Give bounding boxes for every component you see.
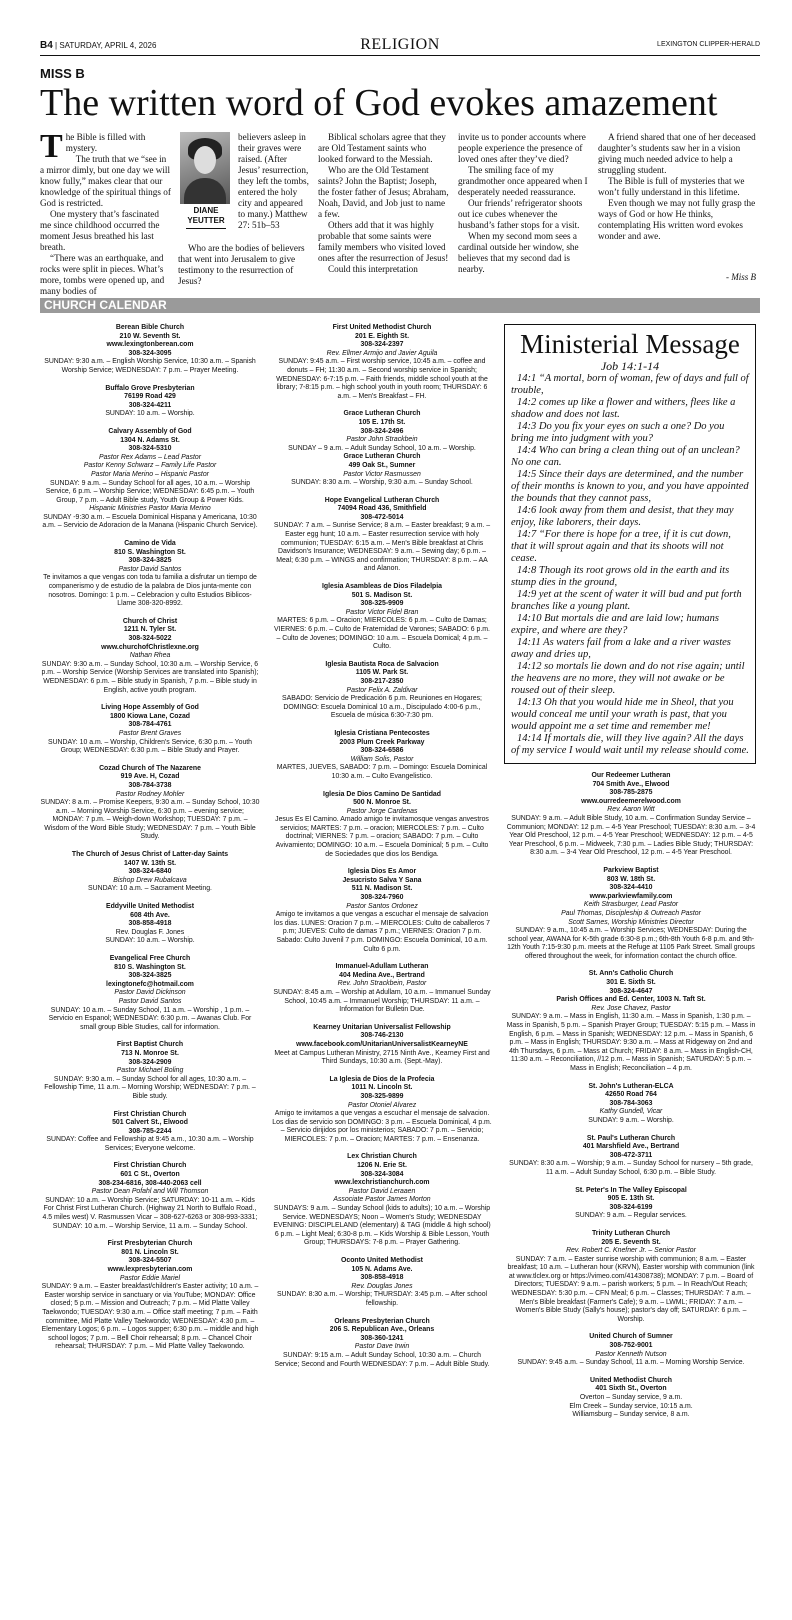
listing-heading-line: Buffalo Grove Presbyterian (105, 384, 195, 392)
listing-clergy-line: Nathan Rhea (129, 652, 171, 660)
verse: 14:14 If mortals die, will they live again? All the days of my service I would wait until my release should come. (511, 733, 749, 756)
listing-detail-line: SUNDAY: 9 a.m. – Sunday School for all ages, 10 a.m. – Worship Service, 6 p.m. – Worship Service; WEDNESDAY: 6:45 p.m. – Youth Group, 7 p.m. – Adult Bible study, Youth Group & Power Kids. (45, 479, 255, 504)
listing-heading-line: Iglesia Asambleas de Dios Filadelpia (322, 583, 442, 591)
signoff: - Miss B (726, 272, 756, 282)
church-listing (272, 791, 492, 860)
listing-heading-line: 308-785-2875 (609, 789, 653, 797)
article-paragraph: Even though we may not fully grasp the ways of God or how He thinks, contemplating His written word evokes wonder and awe. (598, 198, 756, 241)
listing-heading-line: 301 E. Sixth St. (606, 979, 656, 987)
listing-heading-line: 499 Oak St., Sumner (348, 461, 416, 469)
listing-heading-line: 308-324-2496 (360, 427, 404, 435)
listing-clergy-line: Pastor Rodney Mohler (115, 790, 185, 798)
listing-clergy-line: Rev. Douglas Jones (351, 1282, 413, 1290)
church-listing (272, 868, 492, 954)
listing-clergy-line: Pastor David Dickinson (114, 989, 186, 997)
page-date: | SATURDAY, APRIL 4, 2026 (55, 41, 157, 50)
verse: 14:8 Though its root grows old in the earth and its stump dies in the ground, (511, 565, 730, 588)
church-listing (272, 963, 492, 1015)
article-paragraph: The truth that we “see in a mirror dimly, but one day we will know fully,” makes clear that our knowledge of the spiritual things of God is restricted. (40, 154, 171, 208)
listing-heading-line: Kearney Unitarian Universalist Fellowship (313, 1023, 451, 1031)
listing-detail-line: SUNDAY: 10 a.m. – Worship Service; SATURDAY: 10-11 a.m. – Kids For Christ First Lutheran Church. (Highway 21 North to Buffalo Road., 4.5 miles west) V. Rasmussen Vicar – 308-627-6263 or 308-993-3331; SUNDAY: 10 a.m. – Worship Service, 11 a.m. – Sunday School. (42, 1196, 258, 1230)
listing-detail-line: SUNDAY: Coffee and Fellowship at 9:45 a.m., 10:30 a.m. – Worship Services; Everyone welcome. (46, 1136, 254, 1152)
church-listing (272, 1076, 492, 1145)
listing-heading-line: 1800 Kiowa Lane, Cozad (109, 712, 191, 720)
listing-heading-line: 1211 N. Tyler St. (123, 626, 177, 634)
section-title: RELIGION (360, 36, 440, 53)
listing-heading-line: 308-324-5022 (128, 635, 172, 642)
author-last-name: YEUTTER (187, 216, 225, 225)
church-listing (272, 583, 492, 652)
listing-heading-line: 308-325-9909 (360, 600, 404, 608)
article-column-5 (598, 132, 756, 242)
listing-heading-line: Berean Bible Church (115, 324, 185, 331)
article-column-2-top (238, 132, 310, 231)
church-listing (40, 324, 260, 376)
drop-cap: T (40, 128, 63, 165)
listing-clergy-line: Pastor Felix A. Zaldivar (346, 686, 418, 694)
listing-heading-line: 308-324-6586 (360, 747, 404, 755)
listing-clergy-line: Pastor Kenny Schwarz – Family Life Pastor (83, 462, 217, 470)
article-paragraph: “There was an earthquake, and rocks were split in pieces. What’s more, tombs were opened up, and many bodies of (40, 253, 165, 296)
listing-heading-line: Eddyville United Methodist (105, 903, 195, 911)
listing-heading-line: www.parkviewfamily.com (589, 892, 673, 900)
listing-clergy-line: William Solis, Pastor (350, 755, 414, 763)
church-calendar-header: CHURCH CALENDAR (40, 298, 760, 313)
verse: 14:10 But mortals die and are laid low; humans expire, and where are they? (511, 613, 720, 636)
listing-heading-line: 308-324-4211 (128, 401, 172, 409)
verse: 14:1 “A mortal, born of woman, few of days and full of trouble, (511, 373, 749, 396)
article-paragraph: believers asleep in their graves were raised. (After Jesus’ resurrection, they left the tombs, entered the holy city and appeared to many.) Matthew 27: 51b–53 (238, 132, 309, 230)
article-column-2-bottom (178, 243, 310, 287)
listing-heading-line: 206 S. Republican Ave., Orleans (329, 1326, 435, 1334)
listing-heading-line: Grace Lutheran Church (343, 410, 421, 418)
listing-heading-line: www.ourredeemerelwood.com (581, 797, 681, 805)
listing-heading-line: Iglesia Dios Es Amor (347, 868, 417, 876)
listing-heading-line: 308-472-5014 (360, 513, 404, 521)
church-listing (506, 1333, 756, 1367)
listing-heading-line: Parish Offices and Ed. Center, 1003 N. Taft St. (556, 996, 706, 1004)
listing-heading-line: 308-324-4647 (609, 987, 653, 995)
listing-heading-line: 308-746-2130 (360, 1032, 404, 1040)
listing-clergy-line: Pastor John Strackbein (346, 436, 418, 444)
listing-heading-line: 308-785-2244 (128, 1127, 172, 1135)
church-listing (506, 867, 756, 962)
listing-clergy-line: Pastor David Santos (118, 565, 182, 573)
listing-heading-line: 801 N. Lincoln St. (121, 1248, 179, 1256)
listing-detail-line: SUNDAY: 10 a.m. – Worship. (105, 410, 195, 418)
listing-detail-line: SUNDAY: 10 a.m. – Sunday School, 11 a.m. – Worship , 1 p.m. – Servicio en Espanol; WEDNESDAY: 6:30 p.m. – Awanas Club. For small group Bible Studies, call for information. (48, 1006, 252, 1031)
listing-clergy-line: Pastor Jorge Cardenas (346, 807, 418, 815)
listing-detail-line: MARTES, JUEVES, SABADO: 7 p.m. – Domingo: Escuela Dominical 10:30 a.m. – Culto Evangelistico. (276, 764, 488, 780)
verse: 14:11 As waters fail from a lake and a river wastes away and dries up, (511, 637, 731, 660)
listing-clergy-line: Pastor Victor Rasmussen (343, 470, 421, 478)
listing-heading-line: Evangelical Free Church (109, 955, 191, 962)
verse: 14:5 Since their days are determined, and the number of their months is known to you, and you have appointed the bounds that they cannot pass, (511, 469, 749, 504)
listing-heading-line: First Christian Church (113, 1110, 187, 1118)
listing-heading-line: Jesucristo Salva Y Sana (342, 876, 422, 884)
listing-clergy-line: Pastor Eddie Mariel (119, 1274, 181, 1282)
listing-detail-line: MARTES: 6 p.m. – Oracion; MIERCOLES: 6 p.m. – Culto de Damas; VIERNES: 6 p.m. – Culto de Fraternidad de Varones; SABADO: 6 p.m. – Culto de Jovenes; DOMINGO: 10 a.m. – Escuela Domical; 4 p.m. – Culto. (274, 617, 490, 651)
listing-heading-line: Iglesia Bautista Roca de Salvacion (325, 660, 439, 668)
listing-heading-line: First Baptist Church (116, 1041, 184, 1049)
listing-heading-line: Grace Lutheran Church (343, 453, 421, 461)
listing-heading-line: 308-324-5507 (128, 1257, 172, 1265)
church-listing (40, 955, 260, 1032)
listing-heading-line: www.lexingtonberean.com (106, 341, 194, 349)
listing-heading-line: 308-324-3095 (128, 349, 172, 357)
church-listing (40, 851, 260, 894)
listing-heading-line: 803 W. 18th St. (606, 875, 656, 883)
listing-heading-line: 201 E. Eighth St. (355, 332, 409, 340)
church-listing (40, 540, 260, 609)
listing-detail-line: SUNDAY: 9:30 a.m. – English Worship Service, 10:30 a.m. – Spanish Worship Service; WEDNESDAY: 7 p.m. – Prayer Meeting. (44, 358, 256, 374)
church-listing (40, 765, 260, 842)
listing-heading-line: Iglesia De Dios Camino De Santidad (323, 790, 441, 798)
listing-clergy-line: Rev. John Strackbein, Pastor (337, 980, 427, 988)
listing-detail-line: Jesus Es El Camino. Amado amigo te invitamosque vengas anvestros servicios; MARTES: 7 p.m. – oracion; MIERCOLES: 7 p.m. – Culto doctrinal; VIERNES: 7 p.m. – oracion; SABADO: 7 p.m. – Culto Avivamiento; DOMINGO: 10 a.m. – Escuela Dominical; 5 p.m. – Culto de Sociedades que dios los Bendiga. (275, 816, 489, 858)
listing-heading-line: 308-784-3063 (609, 1099, 653, 1107)
calendar-column-1 (40, 324, 260, 1361)
listing-heading-line: 205 E. Seventh St. (601, 1238, 661, 1246)
listing-clergy-line: Pastor Otoniel Alvarez (347, 1101, 417, 1109)
page-number: B4 (40, 40, 53, 51)
listing-heading-line: Immanuel-Adullam Lutheran (335, 963, 429, 971)
listing-detail-line: Overton – Sunday service, 9 a.m. (579, 1394, 683, 1401)
verse: 14:4 Who can bring a clean thing out of an unclean? No one can. (511, 445, 740, 468)
calendar-column-2 (272, 324, 492, 1378)
article-paragraph: A friend shared that one of her deceased daughter’s students saw her in a vision giving much needed advice to help a struggling student. (598, 132, 756, 175)
listing-detail-line: Amigo te invitamos a que vengas a escuchar el mensaje de salvacion los dias. LUNES: Oracion 7 p.m. – MIERCOLES: Culto de caballeros 7 p.m; JUEVES: Culto de damas 7 p.m.; VIERNES: Oracion 7 p.m. Sabado: Culto Juvenil 7 p.m. DOMINGO: Escuela Dominical, 10 a.m. Culto 6 p.m. (274, 911, 490, 953)
listing-detail-line: Amigo te invitamos a que vengas a escuchar el mensaje de salvacion. Los dias de servicio son DOMINGO: 3 p.m. – Escuela Dominical, 4 p.m. – Servicio dirijidos por los ministerios; SABADO: 7 p.m. – Servicio; MIERCOLES: 7 p.m. – Oracion; MARTES: 7 p.m. – Ensenanza. (272, 1110, 492, 1143)
listing-heading-line: St. Peter's In The Valley Episcopal (575, 1186, 687, 1194)
listing-detail-line: SUNDAY: 9 a.m. – Regular services. (575, 1212, 687, 1220)
listing-heading-line: 308-784-3738 (128, 781, 172, 789)
verse: 14:2 comes up like a flower and withers, flees like a shadow and does not last. (511, 397, 736, 420)
listing-heading-line: 308-858-4918 (128, 920, 172, 928)
listing-heading-line: Iglesia Cristiana Pentecostes (334, 729, 430, 737)
listing-heading-line: 308-325-9899 (360, 1092, 404, 1100)
listing-detail-line: SUNDAY: 8:30 a.m. – Worship; THURSDAY: 3:45 p.m. – After school fellowship. (276, 1291, 488, 1307)
verse: 14:6 look away from them and desist, that they may enjoy, like laborers, their days. (511, 505, 734, 528)
listing-heading-line: 601 C St., Overton (120, 1171, 180, 1179)
listing-clergy-line: Kathy Gundell, Vicar (599, 1108, 663, 1116)
ministerial-title: Ministerial Message (520, 329, 740, 359)
church-listing (506, 1377, 756, 1420)
listing-clergy-line: Pastor Dave Irwin (354, 1343, 410, 1351)
listing-detail-line: SUNDAY: 9 a.m. – Worship. (588, 1116, 674, 1124)
listing-clergy-line: Rev. Robert C. Knefner Jr. – Senior Pastor (566, 1247, 696, 1255)
listing-heading-line: Lex Christian Church (347, 1153, 417, 1161)
listing-heading-line: 401 Sixth St., Overton (595, 1385, 667, 1393)
article-column-4 (458, 132, 590, 275)
listing-clergy-line: Rev. Aaron Witt (607, 806, 655, 814)
church-listing (272, 1024, 492, 1067)
listing-heading-line: 404 Medina Ave., Bertrand (339, 971, 425, 979)
listing-heading-line: 308-217-2350 (360, 677, 404, 685)
listing-clergy-line: Pastor Dean Pofahl and Will Thomson (91, 1188, 209, 1196)
listing-heading-line: 1206 N. Erie St. (357, 1162, 407, 1170)
listing-heading-line: Parkview Baptist (603, 866, 659, 874)
listing-detail-line: SUNDAY: 10 a.m. – Worship, Children's Service, 6:30 p.m. – Youth Group; WEDNESDAY: 6:30 p.m. – Bible Study and Prayer. (47, 738, 253, 755)
calendar-column-3 (506, 772, 756, 1429)
listing-heading-line: 42650 Road 764 (605, 1091, 657, 1099)
listing-detail-line: SUNDAY: 9 a.m. – Easter breakfast/children's Easter activity; 10 a.m. – Easter worship service in sanctuary or via YouTube; MONDAY: Office closed; 5 p.m. – Mission and Outreach; 7 p.m. – Mid Platte Valley Taekwondo; TUESDAY: 9:30 a.m. – Office staff meeting; 7 p.m. – Faith committee, Mid Platte Valley Taekwondo; WEDNESDAY: 4:30 p.m. – Elementary Logos; 6 p.m. – Logos supper; 6:30 p.m. – middle and high school logos; 7 p.m. – Bell Choir rehearsal; 8 p.m. – Chancel Choir rehearsal; THURSDAY: 7 p.m. – Mid Platte Valley Taekwondo. (41, 1283, 259, 1351)
listing-heading-line: The Church of Jesus Christ of Latter-day Saints (71, 851, 229, 859)
listing-detail-line: SUNDAY: 9 a.m. – Mass in English, 11:30 a.m. – Mass in Spanish, 1:30 p.m. – Mass in Spanish, 5 p.m. – Spanish Prayer Group; TUESDAY: 5:15 p.m. – Mass in English, 6 p.m. – Mass in Spanish; WEDNESDAY: 12 p.m. – Mass in Spanish, 6 p.m. – Mass in English; THURSDAY: 9:30 a.m. – Mass at Ridgeway on 2nd and 4th Thursdays, 6 p.m. – Mass at Church; FRIDAY: 8 a.m. – Mass in English-CH, 11:30 a.m. – Reconciliation, //12 p.m. – Mass in Spanish; SATURDAY: 5 p.m. – Mass in English; Reconciliation – 4 p.m. (506, 1013, 756, 1072)
listing-heading-line: 308-324-2397 (360, 341, 404, 349)
listing-heading-line: Cozad Church of The Nazarene (99, 764, 201, 772)
listing-clergy-line: Rev. Ellmer Armijo and Javier Aguila (326, 349, 438, 357)
listing-clergy-line: Pastor Santos Ordonez (346, 902, 418, 910)
church-listing (40, 385, 260, 419)
listing-heading-line: 308-324-5310 (128, 445, 172, 453)
article-paragraph: The Bible is full of mysteries that we won’t fully understand in this lifetime. (598, 176, 745, 197)
article-paragraph: Who are the bodies of believers that went into Jerusalem to give testimony to the resurrection of Jesus? (178, 243, 305, 286)
church-listing (40, 1162, 260, 1231)
church-listing (272, 730, 492, 782)
listing-clergy-line: Scott Sarnes, Worship Ministries Director (568, 918, 694, 926)
listing-detail-line: SUNDAY: 10 a.m. – Worship. (105, 937, 195, 945)
listing-heading-line: Oconto United Methodist (341, 1257, 423, 1264)
listing-detail-line: SUNDAY: 9:15 a.m. – Adult Sunday School, 10:30 a.m. – Church Service; Second and Fourth WEDNESDAY: 7 p.m. – Adult Bible Study. (274, 1351, 490, 1368)
author-first-name: DIANE (193, 206, 219, 215)
church-listing (506, 1187, 756, 1221)
church-listing (272, 1318, 492, 1370)
listing-detail-line: SUNDAY – 9 a.m. – Adult Sunday School, 10 a.m. – Worship. (288, 444, 476, 452)
listing-clergy-line: Pastor David Leraaen (348, 1187, 416, 1195)
church-listing (272, 410, 492, 487)
listing-heading-line: 501 Calvert St., Elwood (112, 1119, 188, 1127)
headline: The written word of God evokes amazement (40, 82, 718, 124)
scripture-reference: Job 14:1-14 (600, 359, 660, 373)
listing-detail-line: SUNDAY: 9:30 a.m. – Sunday School, 10:30 a.m. – Worship Service, 6 p.m. – Worship Service (Worship Services are translated into Spanish); WEDNESDAY: 6 p.m. – Bible study in Spanish, 7 p.m. – Bible study in English, active youth program. (41, 660, 259, 694)
church-listing (40, 1041, 260, 1101)
listing-detail-line: Te invitamos a que vengas con toda tu familia a disfrutar un tiempo de companerismo y de estudio de la palabra de Dios junta-mente con nosotros. Domingo: 1 p.m. – Celebracion y culto Estudios Biblicos-Llame 308-320-8992. (43, 574, 257, 608)
listing-clergy-line: Keith Strasburger, Lead Pastor (583, 901, 679, 909)
ministerial-message (504, 324, 756, 764)
listing-heading-line: 308-324-7960 (360, 894, 404, 902)
listing-heading-line: 1011 N. Lincoln St. (351, 1084, 413, 1092)
article-paragraph: Our friends’ refrigerator shoots out ice cubes whenever the husband’s father stops for a visit. (458, 198, 583, 230)
church-listing (272, 661, 492, 721)
article-paragraph: invite us to ponder accounts where people experience the presence of loved ones after they’ve died? (458, 132, 586, 164)
verse: 14:9 yet at the scent of water it will bud and put forth branches like a young plant. (511, 589, 742, 612)
church-listing (506, 1083, 756, 1126)
listing-detail-line: SUNDAY: 7 a.m. – Sunrise Service; 8 a.m. – Easter breakfast; 9 a.m. – Easter egg hunt; 10 a.m. – Easter resurrection service with holy communion; TUESDAY: 6:15 a.m. – Men's Bible breakfast at Chris Davidson's Insurance; WEDNESDAY: 9 a.m. – Sewing day; 6 p.m. – Meal; 6:30 p.m. – WINGS and confirmation; THURSDAY: 8 p.m. – AA and Alanon. (273, 522, 491, 573)
church-listing (506, 772, 756, 858)
listing-clergy-line: Bishop Drew Rubalcava (113, 876, 187, 884)
church-listing (40, 618, 260, 695)
listing-detail-line: Meet at Campus Lutheran Ministry, 2715 Ninth Ave., Kearney First and Third Sundays, 10:30 a.m. (Sept.-May). (274, 1049, 490, 1066)
listing-detail-line: SUNDAY: 9 a.m. – Adult Bible Study, 10 a.m. – Confirmation Sunday Service – Communion; MONDAY: 12 p.m. – 4-5 Year Preschool; TUESDAY: 8:30 a.m. – 3-4 Year Old Preschool, 12 p.m. – 4-5 Year Preschool; WEDNESDAY: 12 p.m. – 4-5 Year Preschool, 6 p.m. – Midweek, 7:30 p.m. – Ladies Bible Study; THURSDAY: 8:30 a.m. – 3-4 Year Old Preschool, 12 p.m. – 4-5 Year Preschool. (506, 814, 756, 857)
listing-heading-line: First United Methodist Church (332, 324, 432, 331)
listing-heading-line: www.lexpresbyterian.com (107, 1266, 193, 1273)
listing-heading-line: 308-324-4410 (609, 884, 653, 892)
verse: 14:3 Do you fix your eyes on such a one? Do you bring me into judgment with you? (511, 421, 725, 444)
listing-heading-line: St. Ann's Catholic Church (588, 970, 674, 978)
author-name (180, 206, 232, 226)
church-listing (272, 1153, 492, 1248)
church-listing (40, 1111, 260, 1154)
listing-heading-line: 308-324-2909 (128, 1058, 172, 1066)
listing-detail-line: Elm Creek – Sunday service, 10:15 a.m. (569, 1402, 693, 1410)
listing-heading-line: 501 S. Madison St. (351, 591, 413, 599)
article-paragraph: One mystery that’s fascinated me since childhood occurred the moment Jesus breathed his last breath. (40, 209, 160, 252)
church-listing (40, 1240, 260, 1352)
article-paragraph: Could this interpretation (328, 264, 418, 274)
listing-detail-line: SUNDAY: 8:30 a.m. – Worship; 9 a.m. – Sunday School for nursery – 5th grade, 11 a.m. – Adult Sunday School, 6:30 p.m. – Bible Study. (509, 1160, 753, 1176)
listing-heading-line: St. Paul's Lutheran Church (586, 1134, 676, 1142)
listing-heading-line: 608 4th Ave. (130, 911, 170, 919)
listing-clergy-line: Pastor Kenneth Nutson (595, 1350, 667, 1358)
listing-heading-line: 401 Marshfield Ave., Bertrand (582, 1143, 680, 1151)
listing-heading-line: 308-752-9001 (609, 1342, 653, 1350)
article-paragraph: Others add that it was highly probable that some saints were family members who visited loved ones after the resurrection of Jesus! (318, 220, 449, 263)
listing-heading-line: www.churchofChristlexne.org (101, 643, 199, 651)
listing-heading-line: 704 Smith Ave., Elwood (592, 780, 670, 788)
listing-heading-line: 810 S. Washington St. (114, 963, 186, 971)
listing-heading-line: 308-858-4918 (360, 1274, 404, 1282)
verse: 14:13 Oh that you would hide me in Sheol, that you would conceal me until your wrath is past, that you would appoint me a set time and remember me! (511, 697, 734, 732)
church-listing (40, 903, 260, 946)
listing-heading-line: Trinity Lutheran Church (591, 1229, 671, 1237)
listing-heading-line: 2003 Plum Creek Parkway (339, 738, 425, 746)
listing-detail-line: SUNDAYS: 9 a.m. – Sunday School (kids to adults); 10 a.m. – Worship Service. WEDNESDAYS; Noon – Women's Study; WEDNESDAY EVENING: DISCIPLELAND (elementary) & TAG (middle & high school) 6 p.m. – Light Meal; 6:30-8 p.m. – Kids Worship & Bible Lesson, Youth Group; THURSDAYS: 7-8 p.m. – Prayer Gathering. (273, 1205, 491, 1247)
listing-heading-line: First Presbyterian Church (107, 1240, 193, 1248)
listing-heading-line: First Christian Church (113, 1162, 187, 1170)
verse: 14:12 so mortals lie down and do not rise again; until the heavens are no more, they will not awake or be roused out of their sleep. (511, 661, 745, 696)
listing-heading-line: 308-784-4761 (128, 721, 172, 729)
listing-clergy-line: Hispanic Ministries Pastor Maria Merino (89, 505, 211, 513)
article-paragraph: he Bible is filled with mystery. (65, 132, 146, 153)
listing-clergy-line: Pastor Maria Merino – Hispanic Pastor (91, 470, 209, 478)
listing-heading-line: 1407 W. 13th St. (123, 859, 177, 867)
column-kicker: MISS B (40, 66, 85, 81)
article-paragraph: Who are the Old Testament saints? John the Baptist; Joseph, the foster father of Jesus; Abraham, Noah, David, and Job just to name a few. (318, 165, 449, 219)
listing-clergy-line: Pastor Victor Fidel Bran (345, 608, 419, 616)
listing-detail-line: Rev. Douglas F. Jones (115, 928, 185, 936)
listing-heading-line: Orleans Presbyterian Church (334, 1317, 430, 1325)
listing-heading-line: Our Redeemer Lutheran (591, 772, 671, 779)
listing-detail-line: SUNDAY -9:30 a.m. – Escuela Dominical Hispana y Americana, 10:30 a.m. – Servicio de Adoracion de la Manana (Hispanic Church Service). (42, 513, 258, 530)
listing-clergy-line: Paul Thomas, Discipleship & Outreach Pastor (561, 909, 701, 917)
listing-detail-line: SUNDAY: 8:45 a.m. – Worship at Adullam, 10 a.m. – Immanuel Sunday School, 10:45 a.m. – Immanuel Worship; THURSDAY: 11 a.m. – Information for Bulletin Due. (273, 988, 491, 1014)
verse-list (511, 373, 749, 757)
listing-heading-line: Calvary Assembly of God (108, 427, 192, 435)
church-listing (272, 1257, 492, 1309)
listing-heading-line: 74094 Road 436, Smithfield (337, 505, 427, 513)
church-listing (506, 1230, 756, 1325)
listing-heading-line: 210 W. Seventh St. (119, 332, 181, 340)
article-paragraph: Biblical scholars agree that they are Old Testament saints who looked forward to the Messiah. (318, 132, 446, 164)
listing-clergy-line: Rev. Jose Chavez, Pastor (591, 1004, 671, 1012)
listing-heading-line: 1105 W. Park St. (355, 669, 409, 677)
listing-heading-line: 308-324-3084 (360, 1170, 404, 1178)
listing-heading-line: lexingtonefc@hotmail.com (106, 980, 194, 988)
listing-heading-line: 713 N. Monroe St. (121, 1049, 179, 1057)
article-column-1 (40, 128, 172, 297)
listing-heading-line: 1304 N. Adams St. (120, 436, 180, 444)
listing-detail-line: SUNDAY: 9:30 a.m. – Sunday School for all ages, 10:30 a.m. – Fellowship Time, 11 a.m. – Morning Worship; WEDNESDAY: 7 p.m. – Bible study. (44, 1075, 256, 1100)
listing-heading-line: 500 N. Monroe St. (353, 799, 411, 807)
listing-clergy-line: Pastor Rex Adams – Lead Pastor (98, 453, 201, 461)
listing-heading-line: La Iglesia de Dios de la Profecia (329, 1075, 435, 1083)
listing-heading-line: 308-324-3825 (128, 972, 172, 980)
article-paragraph: The smiling face of my grandmother once appeared when I desperately needed reassurance. (458, 165, 588, 197)
listing-detail-line: SUNDAY: 8:30 a.m. – Worship, 9:30 a.m. – Sunday School. (291, 479, 473, 487)
listing-detail-line: SUNDAY: 7 a.m. – Easter sunrise worship with communion; 8 a.m. – Easter breakfast; 10 a.m. – Lutheran hour (KRVN), Easter worship with communion (link at www.tlclex.org or https://vimeo.com/414308738); MONDAY: 7 p.m. – Board of Directors; TUESDAY: 9 a.m. – parish workers; 5 p.m. – In Reach/Out Reach; WEDNESDAY: 5:30 p.m. – CFN Meal; 6 p.m. – Classes; THURSDAY: 7 a.m. – Men's Bible breakfast (Farmer's Cafe); 9 a.m. – LWML; FRIDAY: 7 a.m. – Women's Bible Study (Sally's house); pastor's day off; SATURDAY: 6 p.m. – Worship. (507, 1255, 755, 1323)
listing-heading-line: 308-234-6816, 308-440-2063 cell (98, 1179, 202, 1187)
listing-detail-line: SUNDAY: 8 a.m. – Promise Keepers, 9:30 a.m. – Sunday School, 10:30 a.m. – Morning Worship Service, 6:30 p.m. – evening service; MONDAY: 7 p.m. – Weigh-down Workshop; TUESDAY: 7 p.m. – Wisdom of the Word Bible Study; WEDNESDAY: 7 p.m. – Youth Bible Study. (40, 799, 260, 841)
listing-heading-line: 919 Ave. H, Cozad (120, 773, 180, 781)
article-paragraph: When my second mom sees a cardinal outside her window, she believes that my second dad is nearby. (458, 231, 579, 274)
listing-heading-line: www.lexchristianchurch.com (334, 1179, 430, 1187)
listing-clergy-line: Pastor Michael Boling (116, 1067, 184, 1075)
church-listing (40, 428, 260, 531)
church-listing (506, 970, 756, 1073)
listing-heading-line: www.facebook.com/UnitarianUniversalistKearneyNE (296, 1040, 468, 1048)
paper-name: LEXINGTON CLIPPER-HERALD (657, 41, 760, 48)
listing-detail-line: Williamsburg – Sunday service, 8 a.m. (572, 1411, 690, 1419)
listing-heading-line: 810 S. Washington St. (114, 548, 186, 556)
listing-heading-line: 308-324-6199 (609, 1203, 653, 1211)
listing-detail-line: SUNDAY: 9 a.m., 10:45 a.m. – Worship Services; WEDNESDAY: During the school year, AWANA for K-5th grade 6:30-8 p.m.; 6th-8th Youth 6-8 p.m. and 9th-12th Youth 7:15-9:30 p.m. meets at the Refuge at 1105 Park Street. Small groups offered throughout the week, for information contact the church office. (507, 927, 755, 960)
listing-clergy-line: Associate Pastor James Morton (333, 1196, 431, 1204)
listing-heading-line: 308-472-3711 (609, 1151, 653, 1159)
listing-detail-line: SUNDAY: 10 a.m. – Sacrament Meeting. (88, 885, 212, 893)
church-listing (272, 497, 492, 574)
listing-clergy-line: Pastor David Santos (118, 997, 182, 1005)
listing-heading-line: 105 E. 17th St. (358, 418, 406, 426)
article-column-3 (318, 132, 450, 275)
listing-detail-line: SUNDAY: 9:45 a.m. – First worship service, 10:45 a.m. – coffee and donuts – FH; 11:30 a.m. – Second worship service in Spanish; WEDNESDAY: 6-7:15 p.m. – Faith friends, middle school youth at the library; 7-8:15 p.m. – high school youth in youth room; THURSDAY: 6 a.m. – Men's Breakfast – FH. (276, 358, 488, 400)
listing-detail-line: SUNDAY: 9:45 a.m. – Sunday School, 11 a.m. – Morning Worship Service. (517, 1359, 745, 1367)
listing-heading-line: Living Hope Assembly of God (101, 704, 199, 712)
church-listing (506, 1135, 756, 1178)
author-portrait-icon (180, 132, 230, 204)
listing-heading-line: 308-324-3825 (128, 557, 172, 565)
listing-heading-line: Church of Christ (122, 617, 178, 625)
listing-heading-line: 308-360-1241 (360, 1334, 404, 1342)
listing-clergy-line: Pastor Brent Graves (118, 729, 182, 737)
church-listing (40, 704, 260, 756)
church-listing (272, 324, 492, 401)
masthead (40, 36, 760, 56)
listing-heading-line: Camino de Vida (124, 540, 176, 548)
listing-heading-line: St. John's Lutheran-ELCA (588, 1082, 674, 1090)
listing-heading-line: United Methodist Church (590, 1376, 672, 1384)
verse: 14:7 “For there is hope for a tree, if it is cut down, that it will sprout again and that its shoots will not cease. (511, 529, 731, 564)
author-photo (180, 132, 232, 236)
listing-heading-line: Hope Evangelical Lutheran Church (324, 496, 440, 504)
listing-heading-line: 308-324-6840 (128, 868, 172, 876)
listing-detail-line: SABADO: Servicio de Predicación 6 p.m. Reuniones en Hogares; DOMINGO: Escuela Dominical 10 a.m., Discipulado 4:00-6 p.m., Escuela de música 6:30-7:30 pm. (282, 695, 482, 720)
listing-heading-line: United Church of Sumner (589, 1333, 673, 1341)
listing-heading-line: 105 N. Adams Ave. (351, 1265, 413, 1273)
listing-heading-line: 76199 Road 429 (124, 393, 176, 401)
listing-heading-line: 905 E. 13th St. (607, 1195, 655, 1203)
listing-heading-line: 511 N. Madison St. (351, 885, 413, 893)
